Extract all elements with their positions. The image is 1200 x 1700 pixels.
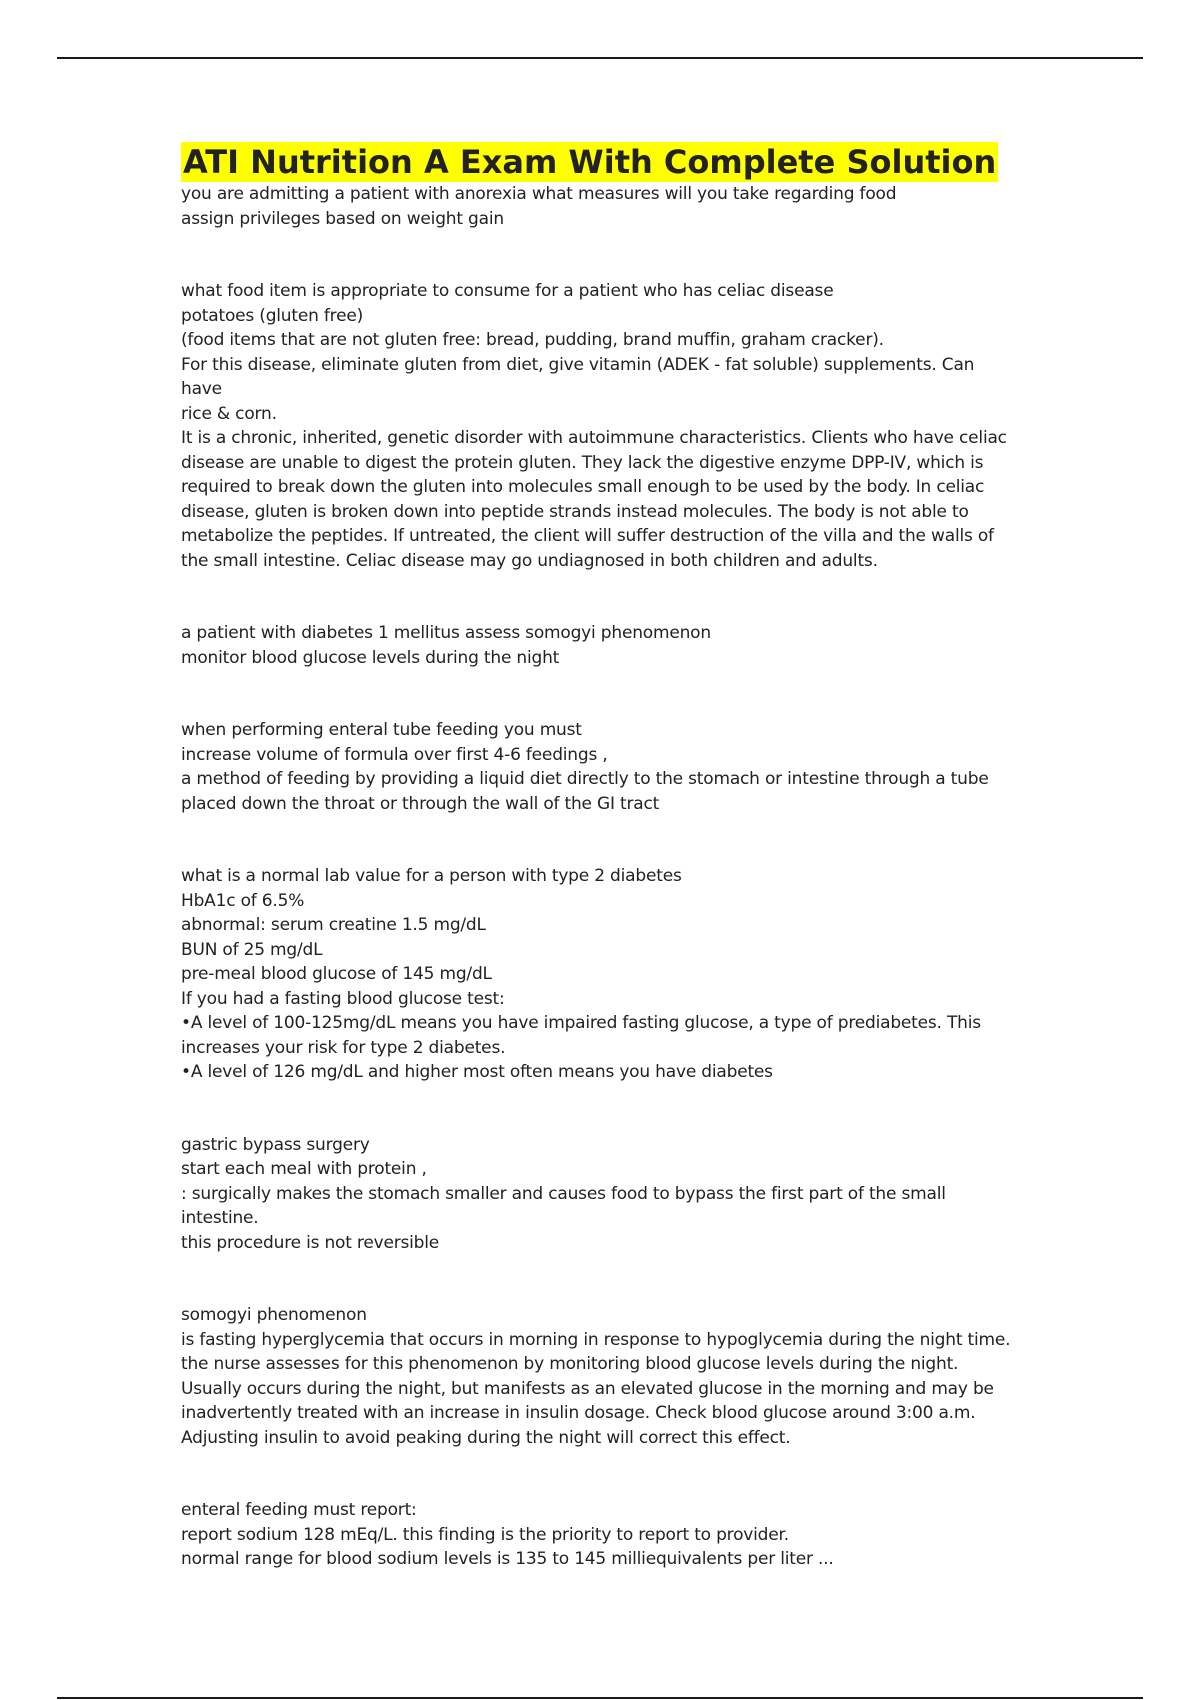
qa-entry bbox=[181, 182, 1011, 231]
answer-line: (food items that are not gluten free: bread, pudding, brand muffin, graham cracker). bbox=[181, 330, 884, 350]
answer-line: Adjusting insulin to avoid peaking during the night will correct this effect. bbox=[181, 1427, 791, 1448]
answer-line: is fasting hyperglycemia that occurs in morning in response to hypoglycemia during the night time. bbox=[181, 1329, 1011, 1350]
answer-line: HbA1c of 6.5% bbox=[181, 890, 305, 911]
question-text: what is a normal lab value for a person with type 2 diabetes bbox=[181, 866, 682, 886]
answer-line: assign privileges based on weight gain bbox=[181, 208, 504, 229]
answer-line: start each meal with protein , bbox=[181, 1159, 427, 1179]
answer-line: required to break down the gluten into molecules small enough to be used by the body. In celiac bbox=[181, 477, 985, 497]
answer-line: report sodium 128 mEq/L. this finding is the priority to report to provider. bbox=[181, 1524, 789, 1545]
question-text: gastric bypass surgery bbox=[181, 1134, 370, 1155]
answer-line: : surgically makes the stomach smaller and causes food to bypass the first part of the small intestine. bbox=[181, 1183, 946, 1228]
answer-line: normal range for blood sodium levels is 135 to 145 milliequivalents per liter ... bbox=[181, 1549, 834, 1569]
question-text: when performing enteral tube feeding you must bbox=[181, 720, 582, 740]
qa-entry bbox=[181, 718, 1011, 816]
answer-line: potatoes (gluten free) bbox=[181, 305, 364, 326]
answer-line: the nurse assesses for this phenomenon by monitoring blood glucose levels during the night. bbox=[181, 1354, 959, 1374]
answer-line: •A level of 100-125mg/dL means you have impaired fasting glucose, a type of prediabetes. This bbox=[181, 1013, 981, 1033]
answer-line: the small intestine. Celiac disease may go undiagnosed in both children and adults. bbox=[181, 550, 878, 571]
answer-line: this procedure is not reversible bbox=[181, 1232, 440, 1253]
qa-entry bbox=[181, 864, 1011, 1085]
answer-line: metabolize the peptides. If untreated, the client will suffer destruction of the villa and the walls of bbox=[181, 526, 994, 546]
answer-line: abnormal: serum creatine 1.5 mg/dL bbox=[181, 915, 486, 935]
document-body bbox=[181, 142, 1011, 1572]
footer-rule bbox=[57, 1697, 1143, 1699]
answer-line: disease, gluten is broken down into peptide strands instead molecules. The body is not able to bbox=[181, 501, 969, 522]
qa-entry bbox=[181, 1303, 1011, 1450]
answer-line: It is a chronic, inherited, genetic disorder with autoimmune characteristics. Clients who have celiac bbox=[181, 428, 1007, 448]
question-text: somogyi phenomenon bbox=[181, 1305, 367, 1325]
qa-entry bbox=[181, 1498, 1011, 1572]
answer-line: For this disease, eliminate gluten from diet, give vitamin (ADEK - fat soluble) supplements. Can have bbox=[181, 354, 975, 399]
answer-line: a method of feeding by providing a liquid diet directly to the stomach or intestine through a tube bbox=[181, 769, 989, 789]
answer-line: rice & corn. bbox=[181, 403, 277, 424]
answer-line: placed down the throat or through the wall of the GI tract bbox=[181, 793, 660, 814]
answer-line: •A level of 126 mg/dL and higher most often means you have diabetes bbox=[181, 1062, 773, 1082]
answer-line: pre-meal blood glucose of 145 mg/dL bbox=[181, 964, 492, 984]
qa-entry bbox=[181, 279, 1011, 573]
question-text: a patient with diabetes 1 mellitus assess somogyi phenomenon bbox=[181, 623, 711, 643]
answer-line: Usually occurs during the night, but manifests as an elevated glucose in the morning and may be bbox=[181, 1378, 994, 1399]
answer-line: increase volume of formula over first 4-6 feedings , bbox=[181, 744, 608, 765]
answer-line: BUN of 25 mg/dL bbox=[181, 939, 323, 960]
document-title: ATI Nutrition A Exam With Complete Solution bbox=[183, 143, 997, 181]
answer-line: If you had a fasting blood glucose test: bbox=[181, 988, 505, 1009]
question-text: you are admitting a patient with anorexia what measures will you take regarding food bbox=[181, 184, 897, 204]
answer-line: inadvertently treated with an increase in insulin dosage. Check blood glucose around 3:00 a.m. bbox=[181, 1403, 976, 1423]
answer-line: increases your risk for type 2 diabetes. bbox=[181, 1037, 506, 1058]
answer-line: monitor blood glucose levels during the night bbox=[181, 647, 560, 668]
qa-entry bbox=[181, 1133, 1011, 1256]
answer-line: disease are unable to digest the protein gluten. They lack the digestive enzyme DPP-IV, which is bbox=[181, 452, 984, 473]
qa-entry bbox=[181, 621, 1011, 670]
question-text: what food item is appropriate to consume for a patient who has celiac disease bbox=[181, 281, 834, 301]
header-rule bbox=[57, 57, 1143, 59]
question-text: enteral feeding must report: bbox=[181, 1500, 417, 1520]
